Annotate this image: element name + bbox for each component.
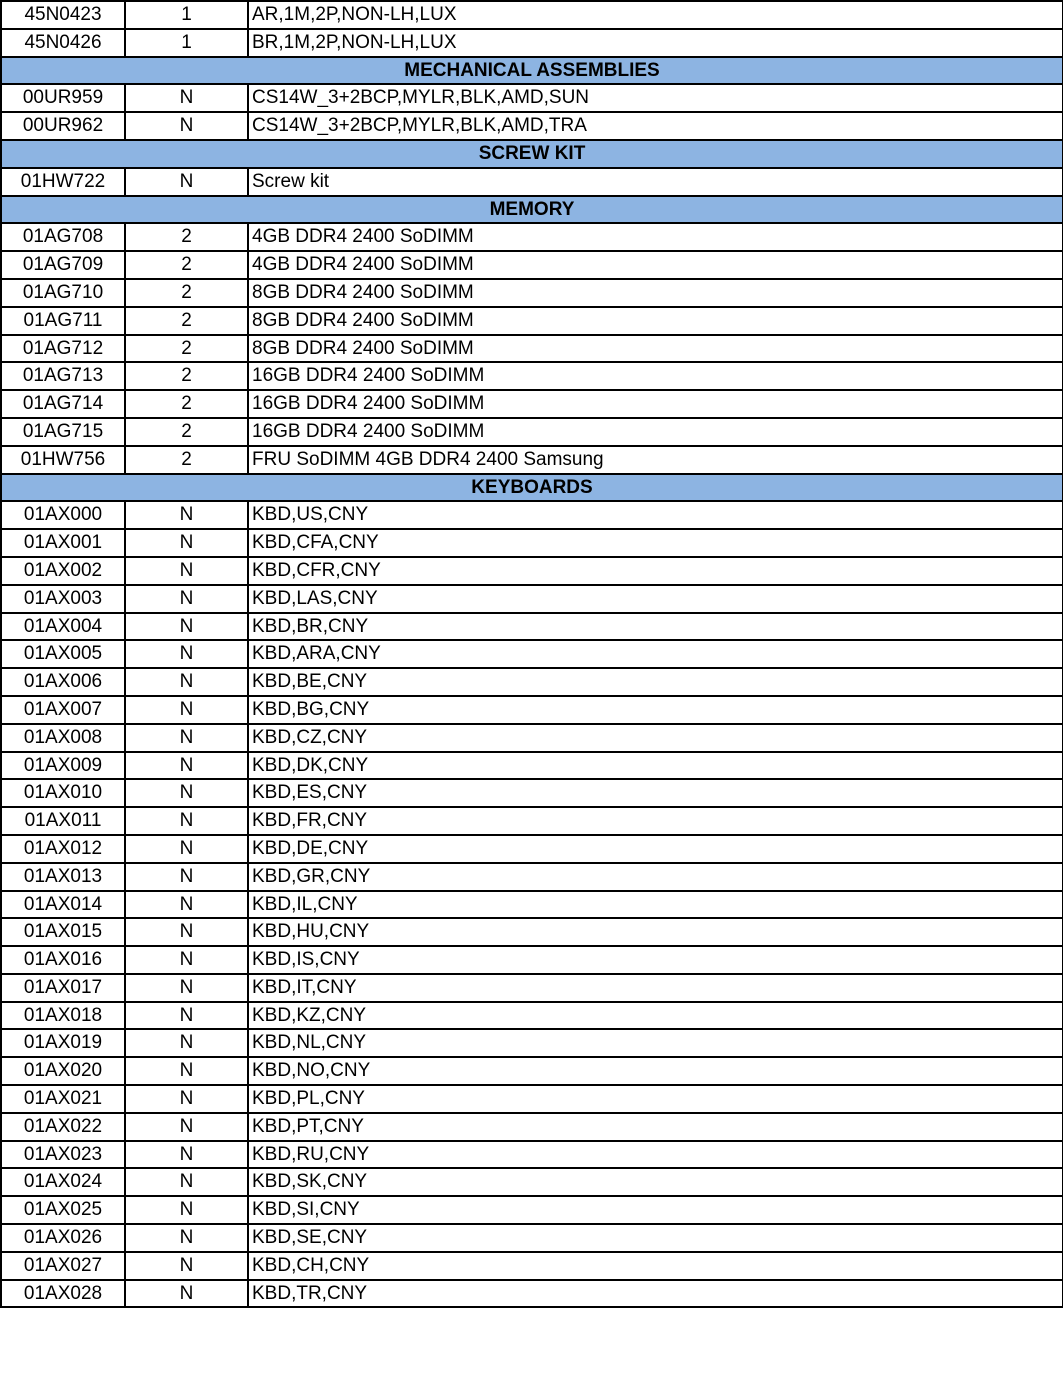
table-row [1,1252,1063,1280]
section-title: SCREW KIT [1,140,1063,168]
description-cell: KBD,CFA,CNY [248,529,1063,557]
quantity-cell: N [125,752,248,780]
table-row [1,307,1063,335]
description-cell: KBD,IT,CNY [248,974,1063,1002]
quantity-cell: N [125,779,248,807]
description-cell: KBD,PT,CNY [248,1113,1063,1141]
description-cell: KBD,GR,CNY [248,863,1063,891]
quantity-cell: 2 [125,446,248,474]
table-row [1,112,1063,140]
quantity-cell: 1 [125,1,248,29]
quantity-cell: N [125,84,248,112]
table-row [1,335,1063,363]
description-cell: 4GB DDR4 2400 SoDIMM [248,223,1063,251]
fru-number-cell: 01AG711 [1,307,125,335]
table-row [1,974,1063,1002]
quantity-cell: N [125,807,248,835]
fru-number-cell: 01AX011 [1,807,125,835]
fru-number-cell: 01HW756 [1,446,125,474]
table-row [1,807,1063,835]
description-cell: KBD,ARA,CNY [248,640,1063,668]
section-header-row [1,196,1063,224]
fru-number-cell: 01AX008 [1,724,125,752]
quantity-cell: N [125,696,248,724]
description-cell: KBD,BG,CNY [248,696,1063,724]
fru-number-cell: 45N0423 [1,1,125,29]
quantity-cell: N [125,1141,248,1169]
section-header-row [1,140,1063,168]
description-cell: AR,1M,2P,NON-LH,LUX [248,1,1063,29]
description-cell: KBD,DE,CNY [248,835,1063,863]
table-row [1,529,1063,557]
table-row [1,1141,1063,1169]
quantity-cell: N [125,1029,248,1057]
table-row [1,501,1063,529]
table-row [1,891,1063,919]
fru-number-cell: 00UR962 [1,112,125,140]
description-cell: KBD,PL,CNY [248,1085,1063,1113]
table-row [1,1029,1063,1057]
quantity-cell: N [125,1252,248,1280]
fru-number-cell: 01AG709 [1,251,125,279]
description-cell: FRU SoDIMM 4GB DDR4 2400 Samsung [248,446,1063,474]
quantity-cell: N [125,640,248,668]
quantity-cell: N [125,668,248,696]
table-row [1,918,1063,946]
quantity-cell: N [125,112,248,140]
quantity-cell: N [125,1196,248,1224]
table-row [1,29,1063,57]
description-cell: Screw kit [248,168,1063,196]
description-cell: KBD,BR,CNY [248,613,1063,641]
fru-number-cell: 01AX004 [1,613,125,641]
table-row [1,668,1063,696]
quantity-cell: 2 [125,418,248,446]
description-cell: KBD,KZ,CNY [248,1002,1063,1030]
section-title: MECHANICAL ASSEMBLIES [1,57,1063,85]
table-row [1,390,1063,418]
fru-number-cell: 01AX027 [1,1252,125,1280]
quantity-cell: N [125,863,248,891]
quantity-cell: 2 [125,335,248,363]
table-row [1,1085,1063,1113]
quantity-cell: N [125,168,248,196]
fru-number-cell: 01AX006 [1,668,125,696]
table-row [1,946,1063,974]
quantity-cell: N [125,1113,248,1141]
quantity-cell: N [125,585,248,613]
quantity-cell: 2 [125,362,248,390]
fru-number-cell: 01AG712 [1,335,125,363]
description-cell: 8GB DDR4 2400 SoDIMM [248,279,1063,307]
quantity-cell: N [125,1057,248,1085]
table-row [1,446,1063,474]
description-cell: 4GB DDR4 2400 SoDIMM [248,251,1063,279]
fru-number-cell: 01AG715 [1,418,125,446]
description-cell: KBD,NL,CNY [248,1029,1063,1057]
fru-number-cell: 01AX024 [1,1168,125,1196]
description-cell: KBD,TR,CNY [248,1280,1063,1308]
description-cell: 16GB DDR4 2400 SoDIMM [248,362,1063,390]
fru-number-cell: 01AX022 [1,1113,125,1141]
section-header-row [1,474,1063,502]
description-cell: KBD,LAS,CNY [248,585,1063,613]
fru-number-cell: 01AX000 [1,501,125,529]
table-row [1,863,1063,891]
table-row [1,696,1063,724]
table-row [1,418,1063,446]
description-cell: KBD,IL,CNY [248,891,1063,919]
quantity-cell: N [125,724,248,752]
table-row [1,724,1063,752]
fru-number-cell: 01AX021 [1,1085,125,1113]
quantity-cell: N [125,529,248,557]
description-cell: KBD,CZ,CNY [248,724,1063,752]
fru-number-cell: 01HW722 [1,168,125,196]
fru-number-cell: 01AX020 [1,1057,125,1085]
fru-number-cell: 01AX026 [1,1224,125,1252]
quantity-cell: 1 [125,29,248,57]
table-row [1,557,1063,585]
description-cell: KBD,DK,CNY [248,752,1063,780]
fru-number-cell: 01AX014 [1,891,125,919]
fru-number-cell: 01AX017 [1,974,125,1002]
table-row [1,1113,1063,1141]
description-cell: KBD,SE,CNY [248,1224,1063,1252]
fru-number-cell: 01AX016 [1,946,125,974]
fru-number-cell: 01AX002 [1,557,125,585]
fru-number-cell: 01AX028 [1,1280,125,1308]
table-row [1,168,1063,196]
description-cell: CS14W_3+2BCP,MYLR,BLK,AMD,SUN [248,84,1063,112]
description-cell: KBD,ES,CNY [248,779,1063,807]
section-header-row [1,57,1063,85]
table-row [1,779,1063,807]
quantity-cell: N [125,1224,248,1252]
table-row [1,1002,1063,1030]
quantity-cell: N [125,1168,248,1196]
quantity-cell: 2 [125,251,248,279]
quantity-cell: 2 [125,279,248,307]
description-cell: KBD,US,CNY [248,501,1063,529]
fru-number-cell: 01AX013 [1,863,125,891]
table-row [1,835,1063,863]
quantity-cell: 2 [125,223,248,251]
quantity-cell: N [125,835,248,863]
quantity-cell: N [125,946,248,974]
description-cell: KBD,HU,CNY [248,918,1063,946]
fru-number-cell: 01AX012 [1,835,125,863]
fru-number-cell: 01AX018 [1,1002,125,1030]
description-cell: CS14W_3+2BCP,MYLR,BLK,AMD,TRA [248,112,1063,140]
description-cell: BR,1M,2P,NON-LH,LUX [248,29,1063,57]
fru-number-cell: 01AX003 [1,585,125,613]
fru-number-cell: 01AX015 [1,918,125,946]
quantity-cell: N [125,974,248,1002]
description-cell: KBD,SI,CNY [248,1196,1063,1224]
description-cell: KBD,RU,CNY [248,1141,1063,1169]
quantity-cell: 2 [125,307,248,335]
table-row [1,1,1063,29]
fru-number-cell: 01AX025 [1,1196,125,1224]
description-cell: KBD,CH,CNY [248,1252,1063,1280]
quantity-cell: N [125,557,248,585]
section-title: MEMORY [1,196,1063,224]
table-row [1,223,1063,251]
fru-number-cell: 01AG714 [1,390,125,418]
fru-number-cell: 01AX023 [1,1141,125,1169]
quantity-cell: N [125,1002,248,1030]
description-cell: 8GB DDR4 2400 SoDIMM [248,335,1063,363]
fru-number-cell: 01AG708 [1,223,125,251]
parts-table-body [1,1,1063,1307]
table-row [1,84,1063,112]
fru-number-cell: 01AX019 [1,1029,125,1057]
description-cell: KBD,IS,CNY [248,946,1063,974]
quantity-cell: 2 [125,390,248,418]
description-cell: 16GB DDR4 2400 SoDIMM [248,418,1063,446]
section-title: KEYBOARDS [1,474,1063,502]
description-cell: KBD,CFR,CNY [248,557,1063,585]
description-cell: 8GB DDR4 2400 SoDIMM [248,307,1063,335]
table-row [1,1168,1063,1196]
table-row [1,752,1063,780]
fru-number-cell: 01AX005 [1,640,125,668]
fru-number-cell: 01AG710 [1,279,125,307]
fru-number-cell: 01AX010 [1,779,125,807]
fru-number-cell: 01AX007 [1,696,125,724]
fru-number-cell: 00UR959 [1,84,125,112]
table-row [1,1057,1063,1085]
table-row [1,585,1063,613]
table-row [1,1224,1063,1252]
quantity-cell: N [125,891,248,919]
table-row [1,1280,1063,1308]
description-cell: KBD,BE,CNY [248,668,1063,696]
table-row [1,640,1063,668]
table-row [1,613,1063,641]
quantity-cell: N [125,1280,248,1308]
quantity-cell: N [125,613,248,641]
table-row [1,362,1063,390]
fru-number-cell: 01AX009 [1,752,125,780]
table-row [1,251,1063,279]
quantity-cell: N [125,1085,248,1113]
description-cell: KBD,SK,CNY [248,1168,1063,1196]
description-cell: 16GB DDR4 2400 SoDIMM [248,390,1063,418]
fru-number-cell: 01AG713 [1,362,125,390]
quantity-cell: N [125,501,248,529]
fru-number-cell: 45N0426 [1,29,125,57]
table-row [1,279,1063,307]
description-cell: KBD,NO,CNY [248,1057,1063,1085]
description-cell: KBD,FR,CNY [248,807,1063,835]
fru-number-cell: 01AX001 [1,529,125,557]
quantity-cell: N [125,918,248,946]
table-row [1,1196,1063,1224]
